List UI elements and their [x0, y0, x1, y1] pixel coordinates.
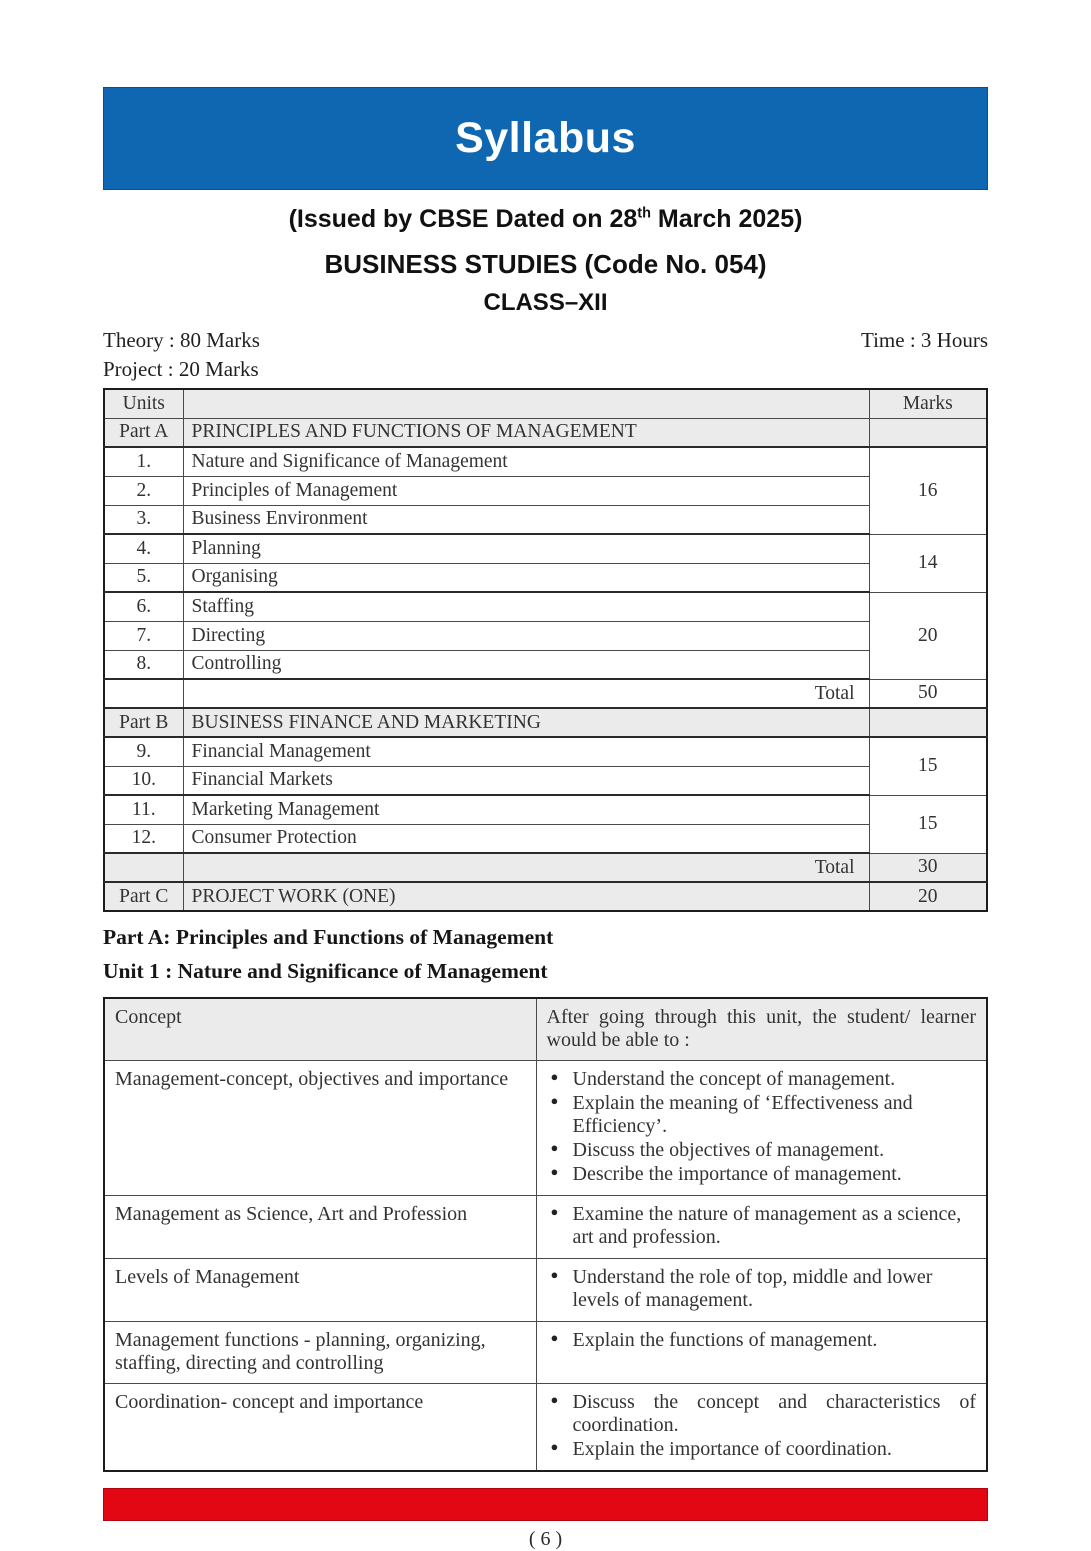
issued-heading — [103, 205, 988, 234]
issued-prefix: (Issued by CBSE Dated on 28 — [288, 205, 638, 233]
part-a-row — [104, 418, 987, 447]
part-a-label: Part A — [104, 418, 183, 447]
unit-row — [104, 621, 987, 650]
part-b-label: Part B — [104, 708, 183, 737]
outcome-row — [104, 1384, 987, 1472]
unit-number: 2. — [104, 476, 183, 505]
total-label: Total — [183, 679, 869, 708]
part-a-title: PRINCIPLES AND FUNCTIONS OF MANAGEMENT — [183, 418, 869, 447]
outcomes-cell — [536, 1384, 987, 1472]
footer-red-bar — [103, 1488, 988, 1521]
subject-heading: BUSINESS STUDIES (Code No. 054) — [324, 249, 767, 279]
unit-1-section-heading: Unit 1 : Nature and Significance of Management — [103, 959, 548, 983]
unit-number: 3. — [104, 505, 183, 534]
total-label: Total — [183, 853, 869, 882]
syllabus-banner — [103, 87, 988, 190]
unit-number: 6. — [104, 592, 183, 621]
outcome-bullet: ● Explain the importance of coordination. — [547, 1438, 977, 1461]
empty-cell — [104, 853, 183, 882]
outcome-bullet: ● Describe the importance of management. — [547, 1163, 977, 1186]
outcomes-cell — [536, 1196, 987, 1259]
unit-row — [104, 766, 987, 795]
total-a-row — [104, 679, 987, 708]
unit-number: 8. — [104, 650, 183, 679]
marks-group-2: 14 — [869, 534, 987, 592]
time-label: Time : 3 Hours — [861, 328, 988, 352]
total-b-value: 30 — [869, 853, 987, 882]
unit-name: Business Environment — [183, 505, 869, 534]
unit-name: Principles of Management — [183, 476, 869, 505]
unit-row — [104, 534, 987, 563]
unit-row — [104, 650, 987, 679]
outcome-bullet-list — [547, 1329, 977, 1352]
unit-name: Consumer Protection — [183, 824, 869, 853]
unit-name: Financial Management — [183, 737, 869, 766]
unit-number: 7. — [104, 621, 183, 650]
outcome-bullet-list — [547, 1068, 977, 1186]
unit-name: Directing — [183, 621, 869, 650]
outcome-bullet-list — [547, 1391, 977, 1461]
page-number: ( 6 ) — [528, 1528, 563, 1550]
empty-header-cell — [183, 389, 869, 418]
total-a-value: 50 — [869, 679, 987, 708]
concept-cell: Management as Science, Art and Profession — [104, 1196, 536, 1259]
issued-superscript: th — [637, 205, 651, 222]
part-c-marks: 20 — [869, 882, 987, 911]
part-a-section-heading: Part A: Principles and Functions of Management — [103, 925, 554, 949]
unit-name: Financial Markets — [183, 766, 869, 795]
outcomes-cell — [536, 1061, 987, 1196]
outcomes-cell — [536, 1322, 987, 1384]
class-heading: CLASS–XII — [483, 289, 608, 316]
concept-header-cell: Concept — [104, 998, 536, 1061]
unit-number: 10. — [104, 766, 183, 795]
concept-cell: Coordination- concept and importance — [104, 1384, 536, 1472]
outcomes-header-row — [104, 998, 987, 1061]
part-c-label: Part C — [104, 882, 183, 911]
unit-name: Marketing Management — [183, 795, 869, 824]
theory-marks-label: Theory : 80 Marks — [103, 328, 260, 352]
unit-name: Planning — [183, 534, 869, 563]
units-header-cell: Units — [104, 389, 183, 418]
outcome-bullet-list — [547, 1266, 977, 1312]
marks-group-4: 15 — [869, 737, 987, 795]
marks-header-cell: Marks — [869, 389, 987, 418]
outcome-bullet: ● Discuss the objectives of management. — [547, 1139, 977, 1162]
unit-row — [104, 476, 987, 505]
unit-row — [104, 505, 987, 534]
unit-row — [104, 563, 987, 592]
unit-name: Staffing — [183, 592, 869, 621]
unit-number: 1. — [104, 447, 183, 476]
marks-group-1: 16 — [869, 447, 987, 534]
part-b-row — [104, 708, 987, 737]
unit-row — [104, 795, 987, 824]
outcome-row — [104, 1196, 987, 1259]
units-marks-table — [103, 388, 988, 912]
total-b-row — [104, 853, 987, 882]
outcomes-header-cell: After going through this unit, the student/ learner would be able to : — [536, 998, 987, 1061]
concept-cell: Levels of Management — [104, 1259, 536, 1322]
outcome-row — [104, 1061, 987, 1196]
unit-number: 12. — [104, 824, 183, 853]
unit-name: Organising — [183, 563, 869, 592]
unit-row — [104, 592, 987, 621]
outcome-bullet: ● Examine the nature of management as a science, art and profession. — [547, 1203, 977, 1249]
outcome-row — [104, 1322, 987, 1384]
outcome-bullet: ● Understand the concept of management. — [547, 1068, 977, 1091]
outcome-row — [104, 1259, 987, 1322]
part-b-title: BUSINESS FINANCE AND MARKETING — [183, 708, 869, 737]
page-title: Syllabus — [455, 114, 636, 162]
empty-cell — [104, 679, 183, 708]
unit-number: 11. — [104, 795, 183, 824]
outcome-bullet: ● Explain the functions of management. — [547, 1329, 977, 1352]
outcome-bullet: ● Understand the role of top, middle and lower levels of management. — [547, 1266, 977, 1312]
outcomes-cell — [536, 1259, 987, 1322]
unit-number: 9. — [104, 737, 183, 766]
project-marks-label: Project : 20 Marks — [103, 357, 259, 381]
unit-name: Nature and Significance of Management — [183, 447, 869, 476]
concept-cell: Management functions - planning, organizing, staffing, directing and controlling — [104, 1322, 536, 1384]
marks-group-5: 15 — [869, 795, 987, 853]
table-header-row — [104, 389, 987, 418]
part-c-row — [104, 882, 987, 911]
issued-suffix: March 2025) — [650, 205, 803, 233]
unit-row — [104, 824, 987, 853]
outcome-bullet: ● Discuss the concept and characteristics of coordination. — [547, 1391, 977, 1437]
unit-number: 4. — [104, 534, 183, 563]
unit-row — [104, 737, 987, 766]
part-a-marks-cell — [869, 418, 987, 447]
outcome-bullet-list — [547, 1203, 977, 1249]
unit-number: 5. — [104, 563, 183, 592]
unit-name: Controlling — [183, 650, 869, 679]
outcome-bullet: ● Explain the meaning of ‘Effectiveness and Efficiency’. — [547, 1092, 977, 1138]
part-b-marks-cell — [869, 708, 987, 737]
marks-time-row — [103, 328, 988, 353]
part-c-title: PROJECT WORK (ONE) — [183, 882, 869, 911]
unit-outcomes-table — [103, 997, 988, 1472]
marks-group-3: 20 — [869, 592, 987, 679]
unit-row — [104, 447, 987, 476]
concept-cell: Management-concept, objectives and importance — [104, 1061, 536, 1196]
